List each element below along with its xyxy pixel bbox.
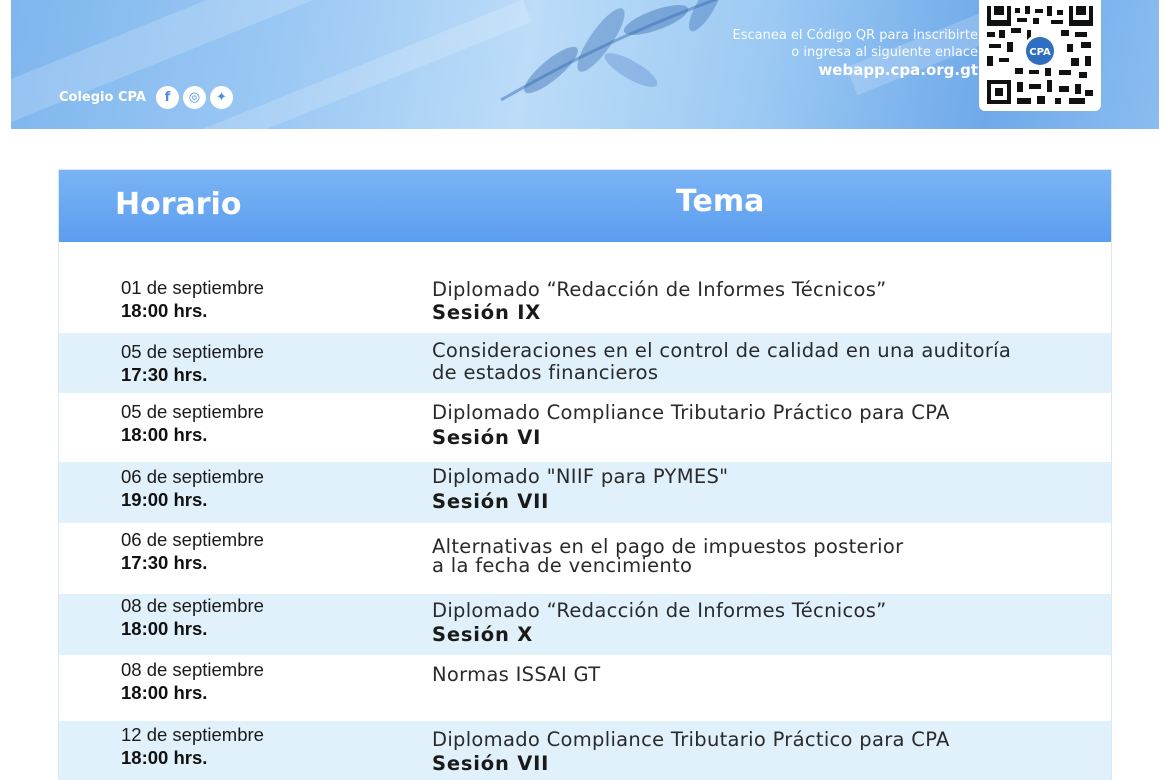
row-topic: Consideraciones en el control de calidad en una auditoría bbox=[432, 339, 1012, 362]
row-date: 06 de septiembre bbox=[121, 466, 264, 487]
row-topic: Normas ISSAI GT bbox=[432, 663, 601, 686]
row-topic: Diplomado “Redacción de Informes Técnicos” bbox=[432, 278, 887, 301]
row-topic: Diplomado Compliance Tributario Práctico para CPA bbox=[432, 728, 950, 751]
row-date: 05 de septiembre bbox=[121, 341, 264, 362]
row-date: 06 de septiembre bbox=[121, 529, 264, 550]
row-session: Sesión VII bbox=[432, 490, 550, 513]
row-time: 19:00 hrs. bbox=[121, 489, 208, 510]
row-time: 17:30 hrs. bbox=[121, 552, 208, 573]
qr-code[interactable] bbox=[979, 0, 1101, 111]
schedule-table bbox=[58, 169, 1112, 780]
qr-code-image bbox=[985, 6, 1095, 106]
registration-link[interactable]: webapp.cpa.org.gt bbox=[818, 61, 978, 79]
registration-cta bbox=[732, 27, 978, 80]
row-session: Sesión X bbox=[432, 623, 534, 646]
header-schedule: Horario bbox=[115, 187, 242, 222]
twitter-icon[interactable]: ✦ bbox=[210, 86, 233, 109]
row-date: 12 de septiembre bbox=[121, 724, 264, 745]
cta-line-1: Escanea el Código QR para inscribirte bbox=[732, 28, 978, 43]
row-topic: Diplomado Compliance Tributario Práctico para CPA bbox=[432, 401, 950, 424]
row-time: 18:00 hrs. bbox=[121, 424, 208, 445]
row-topic: Diplomado “Redacción de Informes Técnicos” bbox=[432, 599, 887, 622]
row-session: Sesión VII bbox=[432, 752, 550, 775]
header-topic: Tema bbox=[676, 184, 765, 219]
row-date: 05 de septiembre bbox=[121, 401, 264, 422]
table-row bbox=[59, 393, 1111, 462]
row-session: Sesión VI bbox=[432, 426, 542, 449]
row-topic-line-2: a la fecha de vencimiento bbox=[432, 554, 693, 577]
table-row bbox=[59, 594, 1111, 655]
row-topic: Diplomado "NIIF para PYMES" bbox=[432, 465, 729, 488]
row-time: 17:30 hrs. bbox=[121, 364, 208, 385]
table-row bbox=[59, 462, 1111, 523]
table-row bbox=[59, 721, 1111, 780]
table-row bbox=[59, 655, 1111, 721]
table-row bbox=[59, 523, 1111, 594]
organization-badge bbox=[59, 86, 233, 109]
row-topic: Alternativas en el pago de impuestos posterior bbox=[432, 535, 904, 558]
qr-logo-text: CPA bbox=[1029, 47, 1051, 58]
cta-line-2: o ingresa al siguiente enlace bbox=[791, 45, 978, 60]
org-name: Colegio CPA bbox=[59, 90, 146, 105]
row-session: Sesión IX bbox=[432, 301, 542, 324]
row-time: 18:00 hrs. bbox=[121, 747, 208, 768]
row-time: 18:00 hrs. bbox=[121, 682, 208, 703]
table-row bbox=[59, 333, 1111, 393]
row-time: 18:00 hrs. bbox=[121, 618, 208, 639]
row-time: 18:00 hrs. bbox=[121, 300, 208, 321]
row-date: 08 de septiembre bbox=[121, 659, 264, 680]
row-date: 08 de septiembre bbox=[121, 595, 264, 616]
facebook-icon[interactable]: f bbox=[156, 86, 179, 109]
row-topic-line-2: de estados financieros bbox=[432, 361, 659, 384]
table-row bbox=[59, 242, 1111, 333]
table-header bbox=[59, 170, 1111, 242]
instagram-icon[interactable]: ◎ bbox=[183, 86, 206, 109]
row-date: 01 de septiembre bbox=[121, 277, 264, 298]
